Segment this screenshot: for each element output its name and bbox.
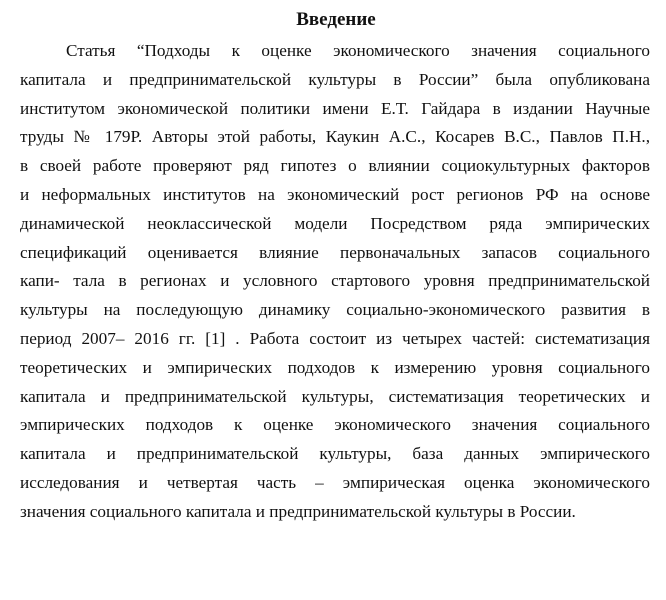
paragraph-line: Статья “Подходы к оценке экономического значения социального	[66, 41, 650, 60]
paragraph-line: институтом экономической политики имени Е.Т. Гайдара в издании Научные	[20, 98, 650, 118]
paragraph-line: период 2007– 2016 гг. [1] . Работа состоит из четырех частей: систематизация	[20, 328, 650, 348]
paragraph-line: и неформальных институтов на экономический рост регионов РФ на основе	[20, 184, 650, 204]
paragraph-line: теоретических и эмпирических подходов к измерению уровня социального	[20, 357, 650, 377]
paragraph-line: спецификаций оценивается влияние первоначальных запасов социального	[20, 242, 650, 262]
section-heading: Введение	[296, 9, 376, 30]
paragraph-line: эмпирических подходов к оценке экономического значения социального	[20, 415, 650, 435]
paragraph-line: исследования и четвертая часть – эмпирическая оценка экономического	[20, 472, 650, 492]
paragraph-line: значения социального капитала и предпринимательской культуры в России.	[20, 501, 576, 521]
paragraph-line: капитала и предпринимательской культуры в России” была опубликована	[20, 69, 650, 89]
paragraph-line: капитала и предпринимательской культуры, база данных эмпирического	[20, 444, 650, 464]
paragraph-line: динамической неоклассической модели Посредством ряда эмпирических	[20, 213, 650, 233]
paragraph-line: в своей работе проверяют ряд гипотез о влиянии социокультурных факторов	[20, 156, 650, 176]
body-paragraph	[20, 37, 652, 527]
paragraph-line: труды № 179Р. Авторы этой работы, Каукин А.С., Косарев В.С., Павлов П.Н.,	[20, 127, 650, 147]
paragraph-line: культуры на последующую динамику социально-экономического развития в	[20, 300, 650, 320]
paragraph-line: капитала и предпринимательской культуры, систематизация теоретических и	[20, 386, 650, 406]
paragraph-line: капи- тала в регионах и условного стартового уровня предпринимательской	[20, 271, 650, 291]
